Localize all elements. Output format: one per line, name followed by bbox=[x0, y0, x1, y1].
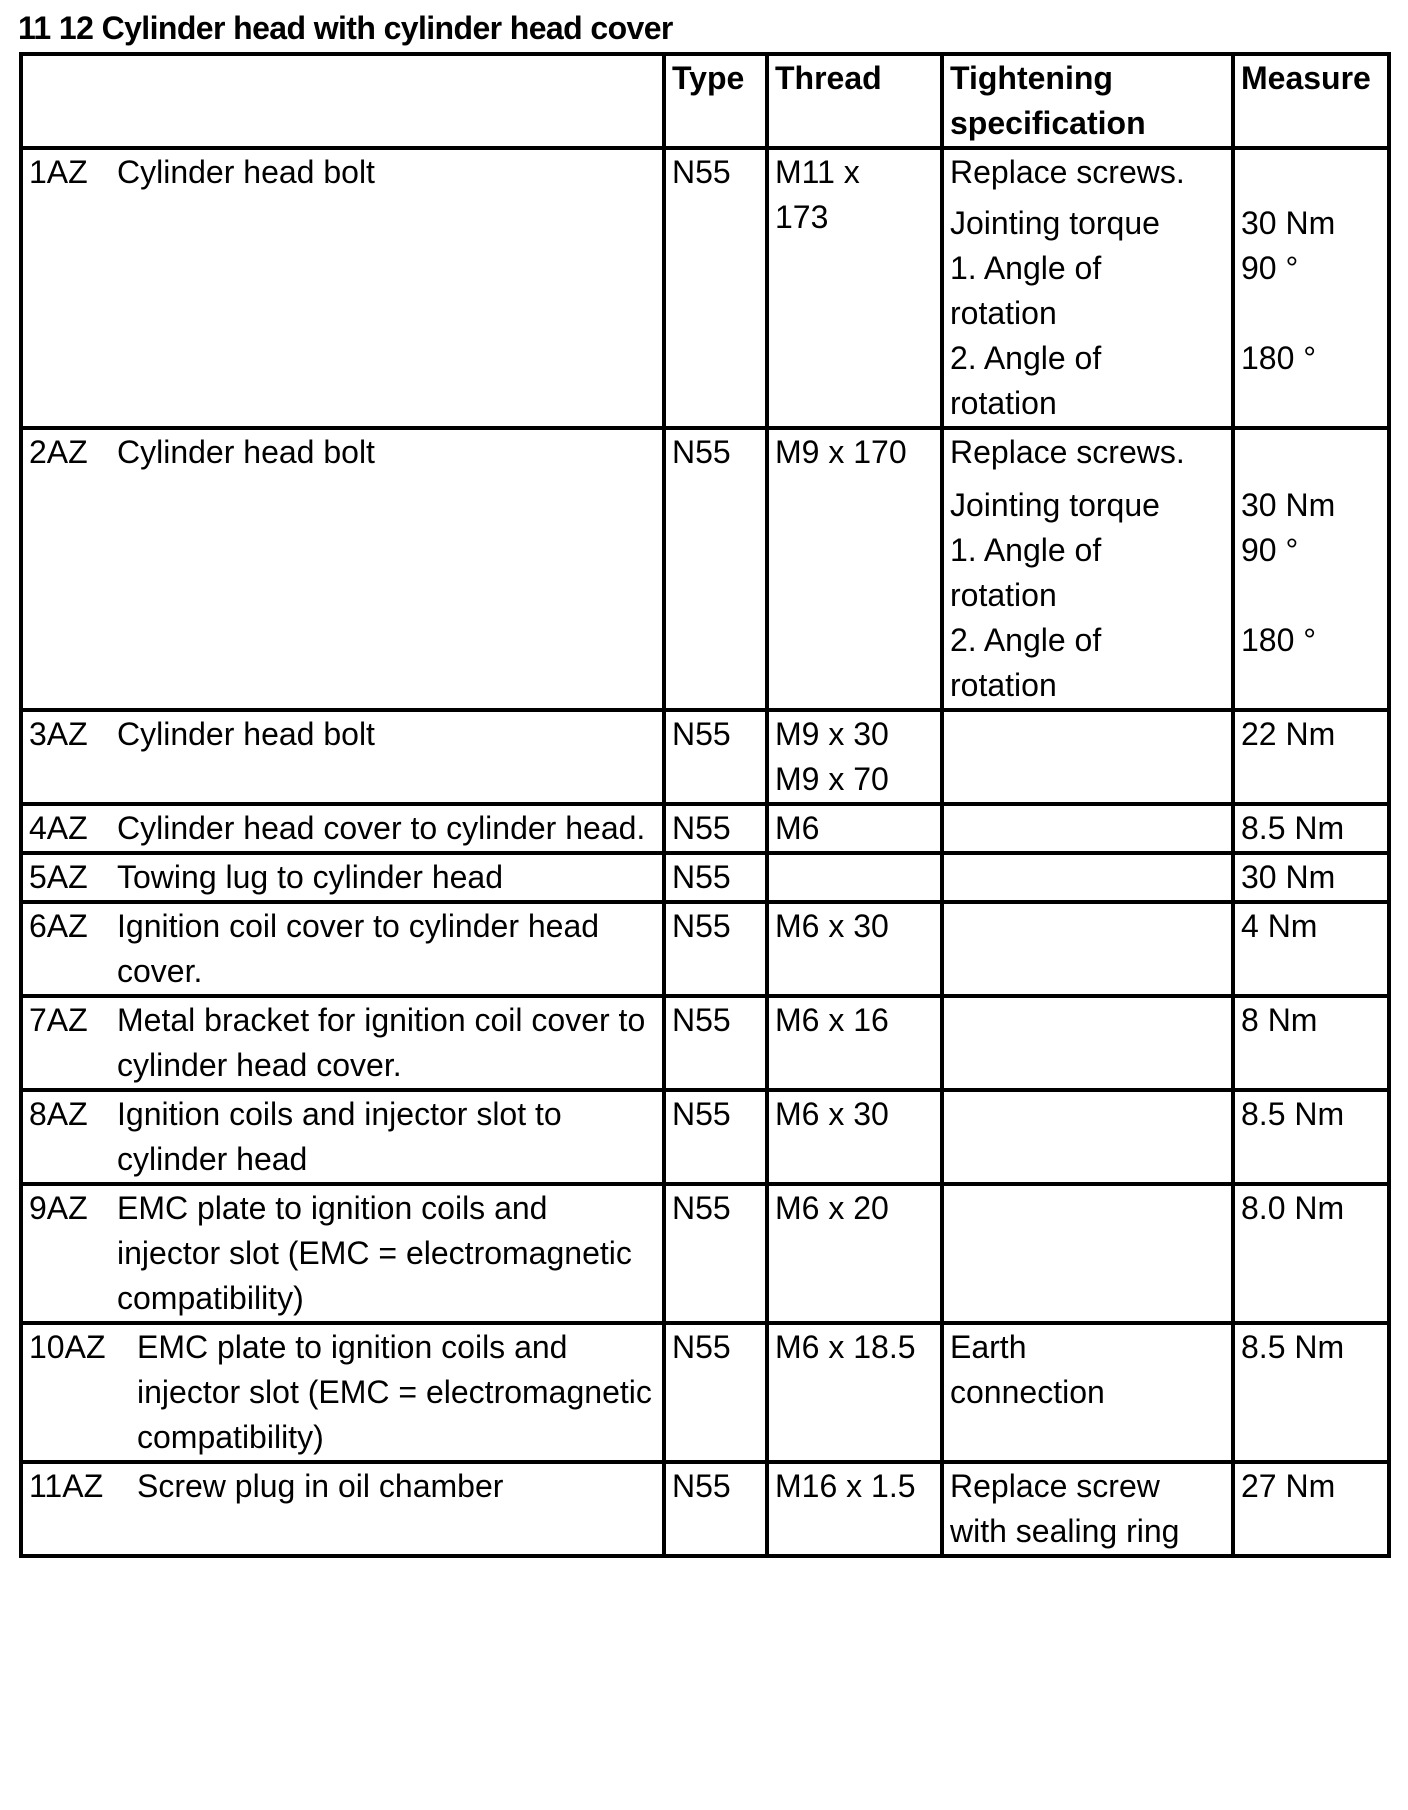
table-row bbox=[21, 996, 1389, 1090]
measure-value: 90 ° bbox=[1241, 532, 1299, 568]
item-number: 8AZ bbox=[29, 1096, 88, 1132]
measure-value: 180 ° bbox=[1241, 622, 1317, 658]
header-thread: Thread bbox=[767, 54, 942, 148]
thread-cell: M6 bbox=[767, 804, 942, 853]
item-description: Cylinder head bolt bbox=[117, 716, 375, 752]
description-cell bbox=[21, 853, 664, 902]
spec-cell bbox=[942, 902, 1233, 996]
spec-note: Replace screws. bbox=[950, 154, 1185, 190]
item-number: 5AZ bbox=[29, 859, 88, 895]
measure-value: 90 ° bbox=[1241, 250, 1299, 286]
spec-cell bbox=[942, 853, 1233, 902]
measure-cell bbox=[1233, 148, 1389, 428]
type-cell: N55 bbox=[664, 428, 767, 710]
thread-cell: M6 x 16 bbox=[767, 996, 942, 1090]
item-number: 6AZ bbox=[29, 908, 88, 944]
spec-step: Jointing torque bbox=[950, 487, 1160, 523]
type-cell: N55 bbox=[664, 996, 767, 1090]
spec-note: Replace screws. bbox=[950, 434, 1185, 470]
measure-cell: 8.0 Nm bbox=[1233, 1184, 1389, 1323]
spec-cell bbox=[942, 428, 1233, 710]
spec-cell bbox=[942, 996, 1233, 1090]
measure-value: 30 Nm bbox=[1241, 205, 1336, 241]
header-measure: Measure bbox=[1233, 54, 1389, 148]
header-tightening-specification: Tightening specification bbox=[942, 54, 1233, 148]
item-description: Ignition coils and injector slot to cylinder head bbox=[117, 1096, 562, 1177]
description-cell bbox=[21, 996, 664, 1090]
thread-cell: M6 x 20 bbox=[767, 1184, 942, 1323]
item-description: Towing lug to cylinder head bbox=[117, 859, 504, 895]
item-number: 2AZ bbox=[29, 434, 88, 470]
type-cell: N55 bbox=[664, 1462, 767, 1556]
item-number: 10AZ bbox=[29, 1329, 106, 1365]
thread-cell: M9 x 170 bbox=[767, 428, 942, 710]
measure-cell: 8.5 Nm bbox=[1233, 1323, 1389, 1462]
thread-cell: M9 x 30 M9 x 70 bbox=[767, 710, 942, 804]
item-number: 4AZ bbox=[29, 810, 88, 846]
spec-step: Jointing torque bbox=[950, 205, 1160, 241]
measure-cell: 4 Nm bbox=[1233, 902, 1389, 996]
measure-value: 180 ° bbox=[1241, 340, 1317, 376]
measure-cell: 8 Nm bbox=[1233, 996, 1389, 1090]
type-cell: N55 bbox=[664, 710, 767, 804]
type-cell: N55 bbox=[664, 853, 767, 902]
thread-cell: M11 x 173 bbox=[767, 148, 942, 428]
item-description: Cylinder head bolt bbox=[117, 154, 375, 190]
table-row bbox=[21, 853, 1389, 902]
item-number: 3AZ bbox=[29, 716, 88, 752]
item-number: 11AZ bbox=[29, 1468, 104, 1504]
item-description: EMC plate to ignition coils and injector slot (EMC = electromagnetic compatibility) bbox=[137, 1329, 652, 1455]
thread-cell: M6 x 30 bbox=[767, 902, 942, 996]
thread-cell: M16 x 1.5 bbox=[767, 1462, 942, 1556]
table-row bbox=[21, 1462, 1389, 1556]
header-description bbox=[21, 54, 664, 148]
description-cell bbox=[21, 428, 664, 710]
spec-step: 1. Angle of rotation bbox=[950, 250, 1102, 331]
measure-cell: 27 Nm bbox=[1233, 1462, 1389, 1556]
spec-step: 2. Angle of rotation bbox=[950, 340, 1102, 421]
thread-cell bbox=[767, 853, 942, 902]
description-cell bbox=[21, 902, 664, 996]
table-row bbox=[21, 1090, 1389, 1184]
spec-cell bbox=[942, 710, 1233, 804]
item-number: 9AZ bbox=[29, 1190, 88, 1226]
item-description: Metal bracket for ignition coil cover to cylinder head cover. bbox=[117, 1002, 646, 1083]
description-cell bbox=[21, 148, 664, 428]
measure-value: 30 Nm bbox=[1241, 487, 1336, 523]
spec-cell: Earth connection bbox=[942, 1323, 1233, 1462]
type-cell: N55 bbox=[664, 1184, 767, 1323]
spec-cell bbox=[942, 148, 1233, 428]
page-title: 11 12 Cylinder head with cylinder head cover bbox=[18, 10, 673, 46]
table-header-row bbox=[21, 54, 1389, 148]
item-description: Cylinder head bolt bbox=[117, 434, 375, 470]
tightening-spec-table bbox=[19, 52, 1391, 1558]
spec-step: 2. Angle of rotation bbox=[950, 622, 1102, 703]
table-row bbox=[21, 804, 1389, 853]
spec-cell bbox=[942, 1090, 1233, 1184]
table-row bbox=[21, 902, 1389, 996]
item-number: 7AZ bbox=[29, 1002, 88, 1038]
table-row bbox=[21, 148, 1389, 428]
measure-cell: 8.5 Nm bbox=[1233, 1090, 1389, 1184]
description-cell bbox=[21, 1184, 664, 1323]
table-row bbox=[21, 428, 1389, 710]
item-description: Cylinder head cover to cylinder head. bbox=[117, 810, 646, 846]
spec-step: 1. Angle of rotation bbox=[950, 532, 1102, 613]
measure-cell: 8.5 Nm bbox=[1233, 804, 1389, 853]
thread-cell: M6 x 30 bbox=[767, 1090, 942, 1184]
description-cell bbox=[21, 804, 664, 853]
table-row bbox=[21, 1184, 1389, 1323]
measure-cell: 22 Nm bbox=[1233, 710, 1389, 804]
item-number: 1AZ bbox=[29, 154, 88, 190]
spec-cell bbox=[942, 1184, 1233, 1323]
type-cell: N55 bbox=[664, 1323, 767, 1462]
table-row bbox=[21, 1323, 1389, 1462]
table-body bbox=[21, 148, 1389, 1556]
type-cell: N55 bbox=[664, 148, 767, 428]
table-row bbox=[21, 710, 1389, 804]
thread-cell: M6 x 18.5 bbox=[767, 1323, 942, 1462]
header-type: Type bbox=[664, 54, 767, 148]
description-cell bbox=[21, 1462, 664, 1556]
description-cell bbox=[21, 710, 664, 804]
type-cell: N55 bbox=[664, 804, 767, 853]
type-cell: N55 bbox=[664, 1090, 767, 1184]
measure-cell bbox=[1233, 428, 1389, 710]
description-cell bbox=[21, 1090, 664, 1184]
item-description: EMC plate to ignition coils and injector slot (EMC = electromagnetic compatibility) bbox=[117, 1190, 632, 1316]
type-cell: N55 bbox=[664, 902, 767, 996]
item-description: Ignition coil cover to cylinder head cover. bbox=[117, 908, 600, 989]
measure-cell: 30 Nm bbox=[1233, 853, 1389, 902]
description-cell bbox=[21, 1323, 664, 1462]
spec-cell: Replace screw with sealing ring bbox=[942, 1462, 1233, 1556]
item-description: Screw plug in oil chamber bbox=[137, 1468, 504, 1504]
spec-cell bbox=[942, 804, 1233, 853]
